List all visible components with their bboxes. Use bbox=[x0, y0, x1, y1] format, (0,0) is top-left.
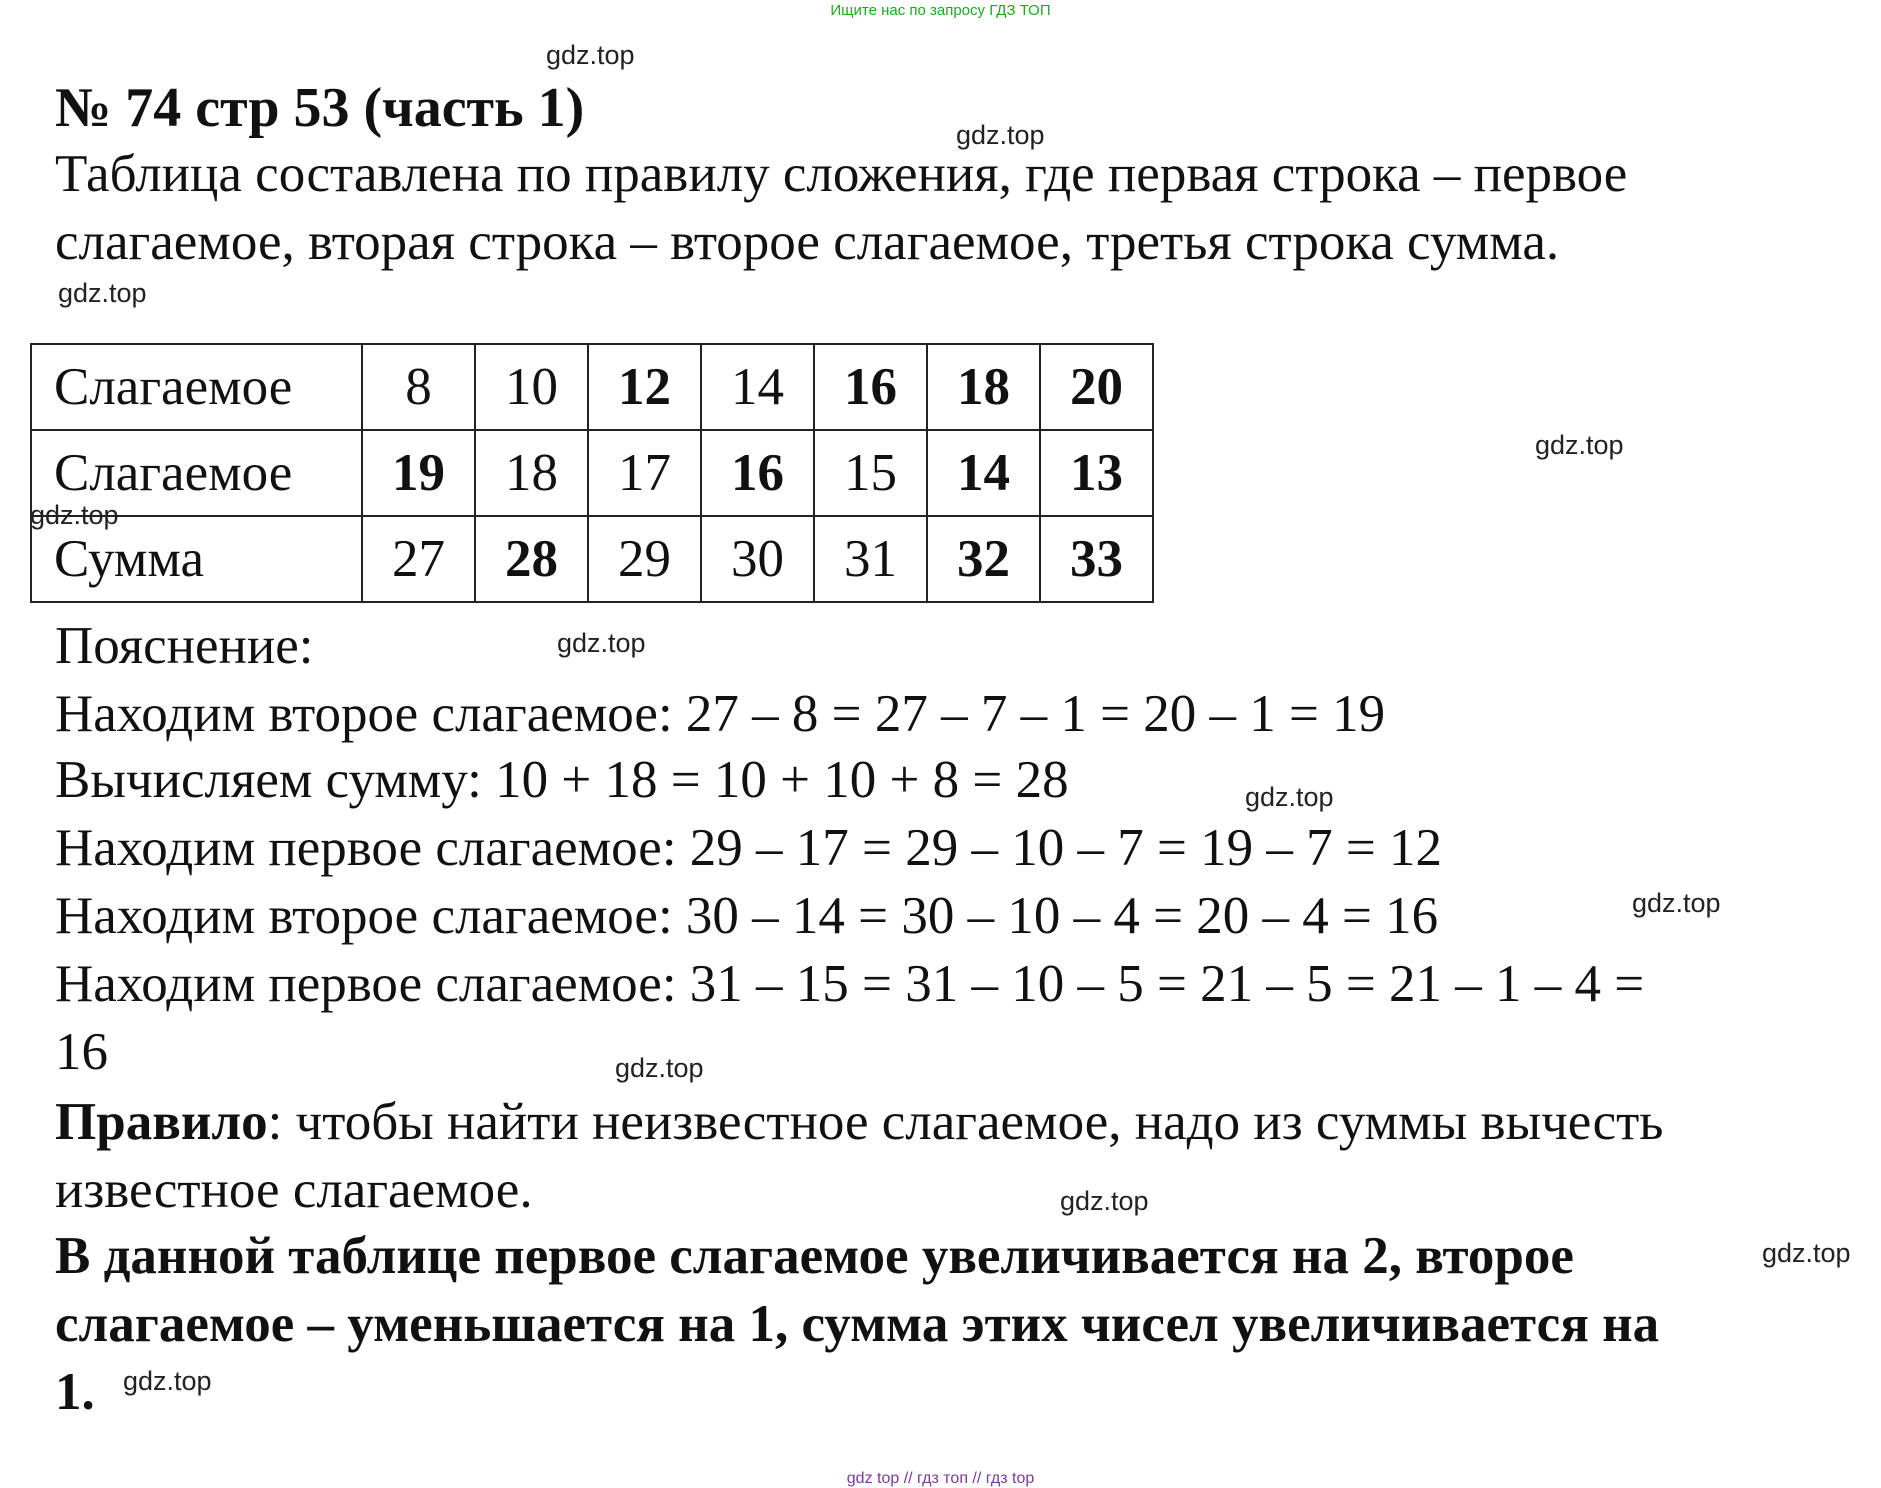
table-cell: 14 bbox=[927, 430, 1040, 516]
table-cell: 16 bbox=[814, 344, 927, 430]
intro-line-2: слагаемое, вторая строка – второе слагаемое, третья строка сумма. bbox=[55, 213, 1560, 271]
table-cell: 29 bbox=[588, 516, 701, 602]
watermark: gdz.top bbox=[58, 278, 147, 308]
addition-table bbox=[30, 343, 1154, 603]
table-cell: 17 bbox=[588, 430, 701, 516]
explanation-line: Находим второе слагаемое: 27 – 8 = 27 – 7 – 1 = 20 – 1 = 19 bbox=[55, 685, 1386, 743]
table-cell: 15 bbox=[814, 430, 927, 516]
table-cell: 31 bbox=[814, 516, 927, 602]
watermark: gdz.top bbox=[30, 500, 119, 530]
table-row bbox=[31, 344, 1153, 430]
table-cell: 28 bbox=[475, 516, 588, 602]
table-cell: 18 bbox=[927, 344, 1040, 430]
watermark: gdz.top bbox=[1535, 430, 1624, 460]
watermark: gdz.top bbox=[1632, 888, 1721, 918]
table-cell: 33 bbox=[1040, 516, 1153, 602]
rule-text: : чтобы найти неизвестное слагаемое, надо из суммы вычесть bbox=[267, 1093, 1664, 1151]
explanation-line: Вычисляем сумму: 10 + 18 = 10 + 10 + 8 = 28 bbox=[55, 751, 1069, 809]
table-cell: 16 bbox=[701, 430, 814, 516]
watermark: gdz.top bbox=[1060, 1186, 1149, 1216]
table-cell: 30 bbox=[701, 516, 814, 602]
watermark: gdz.top bbox=[1762, 1238, 1851, 1268]
row-label: Слагаемое bbox=[31, 430, 362, 516]
row-label: Слагаемое bbox=[31, 344, 362, 430]
rule-line-2: известное слагаемое. bbox=[55, 1161, 533, 1219]
conclusion-line-1: В данной таблице первое слагаемое увеличивается на 2, второе bbox=[55, 1227, 1574, 1285]
row-label: Сумма bbox=[31, 516, 362, 602]
table-cell: 20 bbox=[1040, 344, 1153, 430]
rule-lead: Правило bbox=[55, 1093, 268, 1151]
conclusion-line-2: слагаемое – уменьшается на 1, сумма этих чисел увеличивается на bbox=[55, 1295, 1660, 1353]
top-banner[interactable]: Ищите нас по запросу ГДЗ ТОП bbox=[830, 2, 1051, 19]
table-cell: 32 bbox=[927, 516, 1040, 602]
watermark: gdz.top bbox=[123, 1366, 212, 1396]
table-cell: 14 bbox=[701, 344, 814, 430]
table-cell: 10 bbox=[475, 344, 588, 430]
explanation-line: Находим второе слагаемое: 30 – 14 = 30 – 10 – 4 = 20 – 4 = 16 bbox=[55, 887, 1439, 945]
intro-line-1: Таблица составлена по правилу сложения, где первая строка – первое bbox=[55, 145, 1628, 203]
table-cell: 13 bbox=[1040, 430, 1153, 516]
watermark: gdz.top bbox=[546, 40, 635, 70]
table-row bbox=[31, 430, 1153, 516]
table-cell: 27 bbox=[362, 516, 475, 602]
explanation-heading: Пояснение: bbox=[55, 617, 314, 675]
watermark: gdz.top bbox=[557, 628, 646, 658]
rule-line-1 bbox=[55, 1093, 1664, 1151]
watermark: gdz.top bbox=[956, 120, 1045, 150]
table-row bbox=[31, 516, 1153, 602]
page-title: № 74 стр 53 (часть 1) bbox=[55, 77, 585, 139]
table-cell: 18 bbox=[475, 430, 588, 516]
watermark: gdz.top bbox=[1245, 782, 1334, 812]
explanation-line: 16 bbox=[55, 1023, 108, 1081]
table-cell: 8 bbox=[362, 344, 475, 430]
table-cell: 12 bbox=[588, 344, 701, 430]
explanation-line: Находим первое слагаемое: 29 – 17 = 29 – 10 – 7 = 19 – 7 = 12 bbox=[55, 819, 1442, 877]
watermark: gdz.top bbox=[615, 1053, 704, 1083]
explanation-line: Находим первое слагаемое: 31 – 15 = 31 – 10 – 5 = 21 – 5 = 21 – 1 – 4 = bbox=[55, 955, 1645, 1013]
table-cell: 19 bbox=[362, 430, 475, 516]
footer-links[interactable]: gdz top // гдз топ // гдз top bbox=[846, 1470, 1035, 1487]
conclusion-line-3: 1. bbox=[55, 1363, 95, 1421]
